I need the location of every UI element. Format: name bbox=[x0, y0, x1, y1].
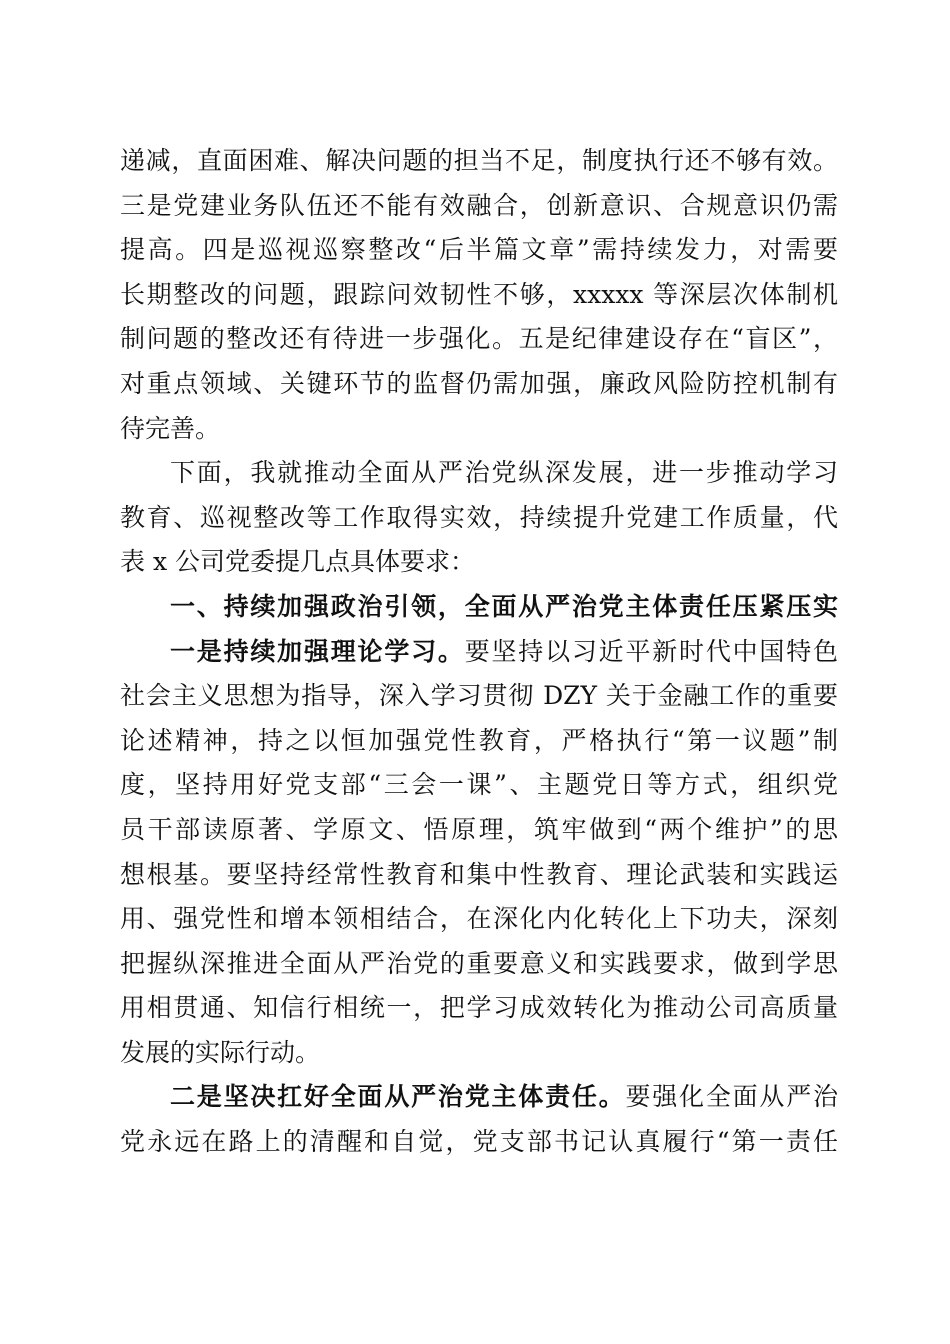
paragraph-last-line: 待完善。 bbox=[120, 413, 221, 443]
point-one-lead: 一是持续加强理论学习。 bbox=[170, 636, 465, 666]
paragraph-line: 长期整改的问题，跟踪问效韧性不够，xxxxx 等深层次体制机 bbox=[120, 279, 838, 309]
paragraph-line: 把握纵深推进全面从严治党的重要意义和实践要求，做到学思 bbox=[120, 948, 838, 978]
paragraph-line: 度，坚持用好党支部“三会一课”、主题党日等方式，组织党 bbox=[120, 770, 838, 800]
paragraph-line: 制问题的整改还有待进一步强化。五是纪律建设存在“盲区”， bbox=[120, 324, 838, 354]
paragraph-first-line bbox=[120, 630, 838, 675]
paragraph-line: 提高。四是巡视巡察整改“后半篇文章”需持续发力，对需要 bbox=[120, 235, 838, 265]
paragraph-line: 递减，直面困难、解决问题的担当不足，制度执行还不够有效。 bbox=[120, 146, 838, 175]
paragraph-line: 教育、巡视整改等工作取得实效，持续提升党建工作质量，代 bbox=[120, 502, 838, 532]
paragraph-line: 论述精神，持之以恒加强党性教育，严格执行“第一议题”制 bbox=[120, 725, 838, 755]
point-two-lead: 二是坚决扛好全面从严治党主体责任。 bbox=[170, 1082, 626, 1112]
point-one-paragraph bbox=[120, 630, 838, 1076]
paragraph-line: 员干部读原著、学原文、悟原理，筑牢做到“两个维护”的思 bbox=[120, 814, 838, 844]
paragraph-last-line: 发展的实际行动。 bbox=[120, 1037, 321, 1067]
paragraph-last-line: 表 x 公司党委提几点具体要求： bbox=[120, 547, 475, 577]
intro-paragraph bbox=[120, 451, 838, 585]
paragraph-line: 党永远在路上的清醒和自觉，党支部书记认真履行“第一责任 bbox=[120, 1127, 838, 1157]
paragraph-line: 对重点领域、关键环节的监督仍需加强，廉政风险防控机制有 bbox=[120, 368, 838, 398]
document-body bbox=[120, 139, 838, 1165]
paragraph-first-line: 下面，我就推动全面从严治党纵深发展，进一步推动学习 bbox=[170, 458, 838, 488]
point-two-paragraph bbox=[120, 1075, 838, 1164]
point-one-first-line-text: 要坚持以习近平新时代中国特色 bbox=[464, 636, 838, 666]
section-heading: 一、持续加强政治引领，全面从严治党主体责任压紧压实 bbox=[170, 591, 838, 621]
point-two-first-line-text: 要强化全面从严治 bbox=[625, 1082, 838, 1112]
paragraph-line: 三是党建业务队伍还不能有效融合，创新意识、合规意识仍需 bbox=[120, 190, 838, 220]
paragraph-first-line bbox=[120, 1075, 838, 1120]
continuation-paragraph bbox=[120, 139, 838, 451]
paragraph-line: 想根基。要坚持经常性教育和集中性教育、理论武装和实践运 bbox=[120, 859, 838, 889]
paragraph-line: 用相贯通、知信行相统一，把学习成效转化为推动公司高质量 bbox=[120, 993, 838, 1023]
paragraph-line: 用、强党性和增本领相结合，在深化内化转化上下功夫，深刻 bbox=[120, 904, 838, 934]
paragraph-line: 社会主义思想为指导，深入学习贯彻 DZY 关于金融工作的重要 bbox=[120, 681, 838, 711]
